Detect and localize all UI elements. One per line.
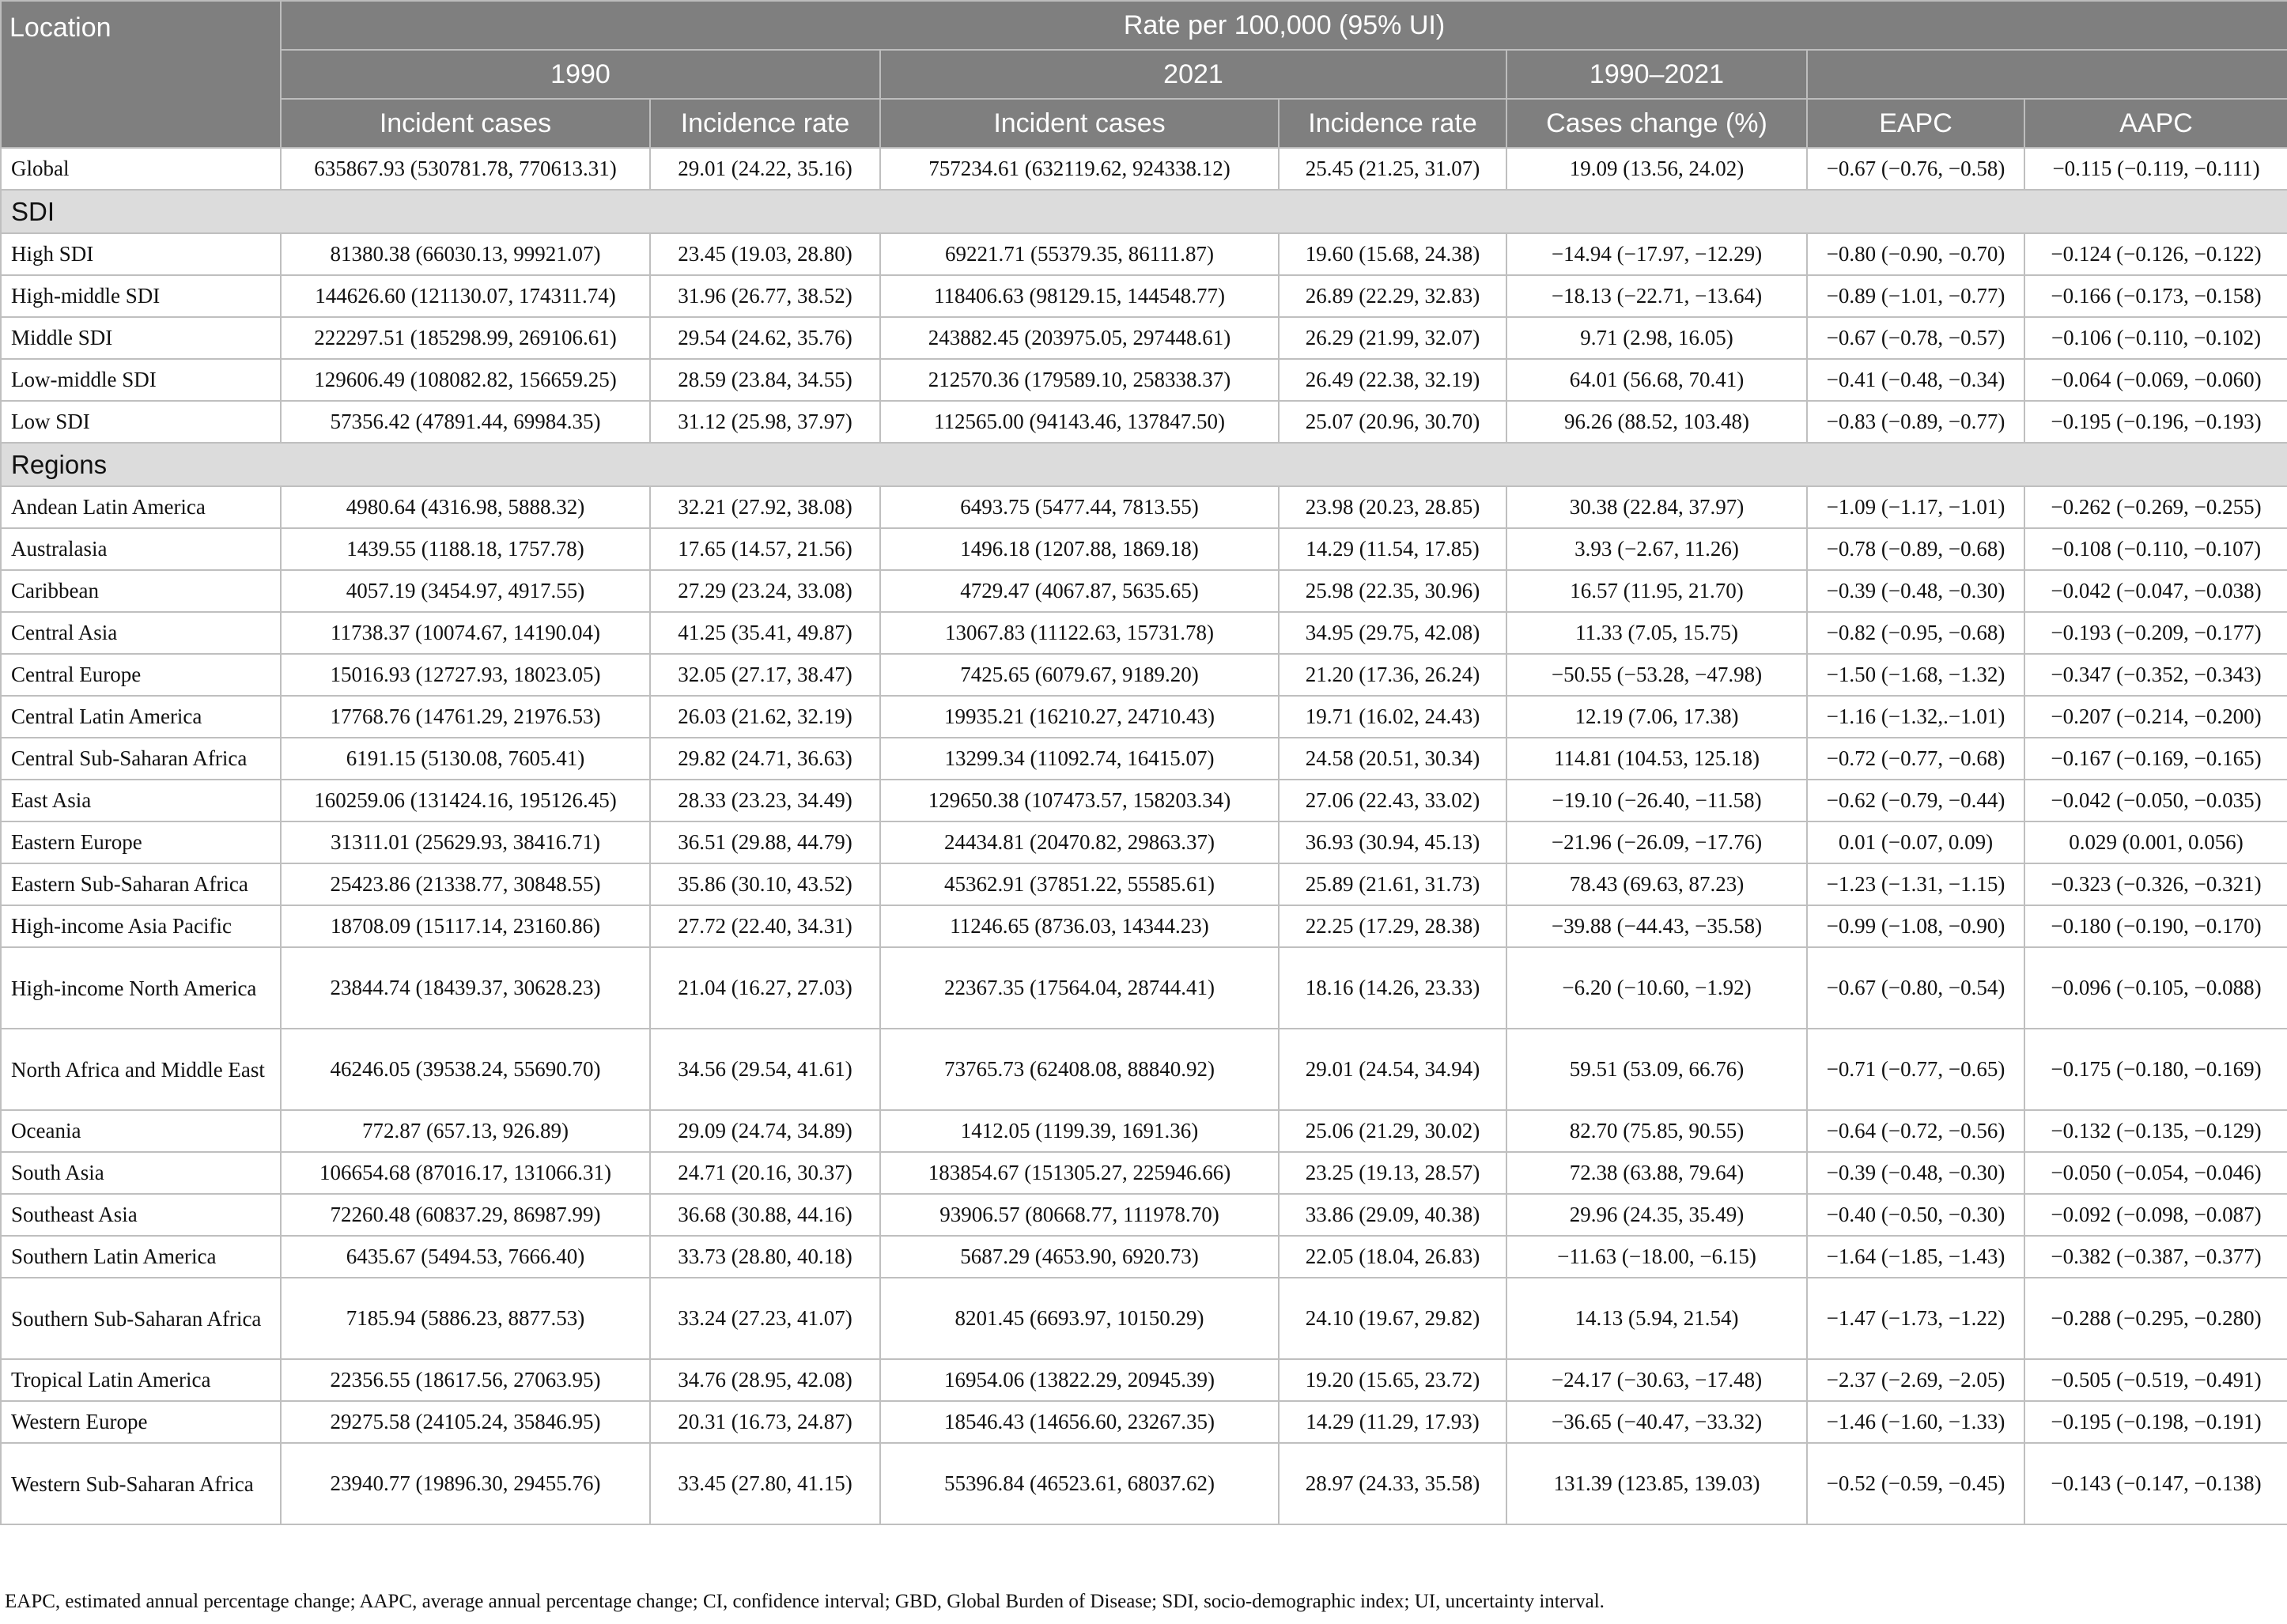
row-value-cell: 23940.77 (19896.30, 29455.76) bbox=[281, 1443, 650, 1524]
row-value-cell: 21.20 (17.36, 26.24) bbox=[1279, 654, 1506, 696]
row-value-cell: 222297.51 (185298.99, 269106.61) bbox=[281, 317, 650, 359]
row-value-cell: −0.52 (−0.59, −0.45) bbox=[1807, 1443, 2024, 1524]
row-location-cell: Andean Latin America bbox=[1, 486, 281, 528]
table-row bbox=[1, 233, 2287, 275]
row-value-cell: 22356.55 (18617.56, 27063.95) bbox=[281, 1359, 650, 1401]
row-value-cell: 36.93 (30.94, 45.13) bbox=[1279, 821, 1506, 863]
row-value-cell: 25.45 (21.25, 31.07) bbox=[1279, 148, 1506, 190]
row-value-cell: 32.21 (27.92, 38.08) bbox=[650, 486, 880, 528]
row-value-cell: 93906.57 (80668.77, 111978.70) bbox=[880, 1194, 1279, 1236]
row-location-cell: High SDI bbox=[1, 233, 281, 275]
row-value-cell: 34.95 (29.75, 42.08) bbox=[1279, 612, 1506, 654]
row-value-cell: 243882.45 (203975.05, 297448.61) bbox=[880, 317, 1279, 359]
row-value-cell: −36.65 (−40.47, −33.32) bbox=[1506, 1401, 1807, 1443]
row-value-cell: −0.72 (−0.77, −0.68) bbox=[1807, 738, 2024, 780]
row-value-cell: 59.51 (53.09, 66.76) bbox=[1506, 1029, 1807, 1110]
row-location-cell: East Asia bbox=[1, 780, 281, 821]
table-row bbox=[1, 1359, 2287, 1401]
row-value-cell: −0.78 (−0.89, −0.68) bbox=[1807, 528, 2024, 570]
row-value-cell: 19935.21 (16210.27, 24710.43) bbox=[880, 696, 1279, 738]
row-value-cell: 33.24 (27.23, 41.07) bbox=[650, 1278, 880, 1359]
row-value-cell: 36.68 (30.88, 44.16) bbox=[650, 1194, 880, 1236]
table-row bbox=[1, 359, 2287, 401]
table-row bbox=[1, 863, 2287, 905]
table-footnote: EAPC, estimated annual percentage change; AAPC, average annual percentage change; CI, confidence interval; GBD, Global Burden of Disease; SDI, socio-demographic index; UI, uncertainty interval. bbox=[5, 1591, 1605, 1612]
row-value-cell: 15016.93 (12727.93, 18023.05) bbox=[281, 654, 650, 696]
row-value-cell: −0.042 (−0.047, −0.038) bbox=[2024, 570, 2287, 612]
table-row bbox=[1, 275, 2287, 317]
row-value-cell: 129606.49 (108082.82, 156659.25) bbox=[281, 359, 650, 401]
row-value-cell: 131.39 (123.85, 139.03) bbox=[1506, 1443, 1807, 1524]
row-value-cell: −0.042 (−0.050, −0.035) bbox=[2024, 780, 2287, 821]
row-value-cell: 11738.37 (10074.67, 14190.04) bbox=[281, 612, 650, 654]
row-value-cell: −0.050 (−0.054, −0.046) bbox=[2024, 1152, 2287, 1194]
section-sdi bbox=[1, 190, 2287, 233]
row-value-cell: 129650.38 (107473.57, 158203.34) bbox=[880, 780, 1279, 821]
row-location-cell: Eastern Europe bbox=[1, 821, 281, 863]
table-body bbox=[1, 148, 2287, 1524]
row-value-cell: 14.13 (5.94, 21.54) bbox=[1506, 1278, 1807, 1359]
table-row bbox=[1, 654, 2287, 696]
row-value-cell: 72260.48 (60837.29, 86987.99) bbox=[281, 1194, 650, 1236]
row-value-cell: 29.96 (24.35, 35.49) bbox=[1506, 1194, 1807, 1236]
row-value-cell: 41.25 (35.41, 49.87) bbox=[650, 612, 880, 654]
table-row bbox=[1, 780, 2287, 821]
row-value-cell: 4057.19 (3454.97, 4917.55) bbox=[281, 570, 650, 612]
header-location: Location bbox=[1, 1, 281, 148]
row-value-cell: 1412.05 (1199.39, 1691.36) bbox=[880, 1110, 1279, 1152]
header-year-2021: 2021 bbox=[880, 50, 1506, 99]
row-value-cell: 757234.61 (632119.62, 924338.12) bbox=[880, 148, 1279, 190]
row-value-cell: 28.59 (23.84, 34.55) bbox=[650, 359, 880, 401]
row-value-cell: −1.50 (−1.68, −1.32) bbox=[1807, 654, 2024, 696]
row-location-cell: Southern Sub-Saharan Africa bbox=[1, 1278, 281, 1359]
row-location-cell: Central Asia bbox=[1, 612, 281, 654]
row-value-cell: −1.64 (−1.85, −1.43) bbox=[1807, 1236, 2024, 1278]
row-value-cell: −0.323 (−0.326, −0.321) bbox=[2024, 863, 2287, 905]
row-value-cell: −1.47 (−1.73, −1.22) bbox=[1807, 1278, 2024, 1359]
table-row bbox=[1, 696, 2287, 738]
header-incident-cases-2021: Incident cases bbox=[880, 99, 1279, 148]
row-value-cell: 31311.01 (25629.93, 38416.71) bbox=[281, 821, 650, 863]
row-value-cell: 22.25 (17.29, 28.38) bbox=[1279, 905, 1506, 947]
row-value-cell: −1.16 (−1.32,.−1.01) bbox=[1807, 696, 2024, 738]
section-sdi-label: SDI bbox=[1, 190, 2287, 233]
row-value-cell: 29.01 (24.22, 35.16) bbox=[650, 148, 880, 190]
row-value-cell: 33.86 (29.09, 40.38) bbox=[1279, 1194, 1506, 1236]
row-value-cell: 96.26 (88.52, 103.48) bbox=[1506, 401, 1807, 443]
table-row bbox=[1, 1401, 2287, 1443]
row-value-cell: 11246.65 (8736.03, 14344.23) bbox=[880, 905, 1279, 947]
header-incidence-rate-1990: Incidence rate bbox=[650, 99, 880, 148]
header-aapc: AAPC bbox=[2024, 99, 2287, 148]
row-location-cell: Central Sub-Saharan Africa bbox=[1, 738, 281, 780]
row-value-cell: −1.09 (−1.17, −1.01) bbox=[1807, 486, 2024, 528]
row-value-cell: 106654.68 (87016.17, 131066.31) bbox=[281, 1152, 650, 1194]
row-value-cell: 24.10 (19.67, 29.82) bbox=[1279, 1278, 1506, 1359]
row-value-cell: 18.16 (14.26, 23.33) bbox=[1279, 947, 1506, 1029]
row-value-cell: −11.63 (−18.00, −6.15) bbox=[1506, 1236, 1807, 1278]
row-value-cell: −0.132 (−0.135, −0.129) bbox=[2024, 1110, 2287, 1152]
row-value-cell: 19.60 (15.68, 24.38) bbox=[1279, 233, 1506, 275]
row-value-cell: 5687.29 (4653.90, 6920.73) bbox=[880, 1236, 1279, 1278]
row-value-cell: 24434.81 (20470.82, 29863.37) bbox=[880, 821, 1279, 863]
row-value-cell: −0.175 (−0.180, −0.169) bbox=[2024, 1029, 2287, 1110]
row-value-cell: 18546.43 (14656.60, 23267.35) bbox=[880, 1401, 1279, 1443]
row-value-cell: 29275.58 (24105.24, 35846.95) bbox=[281, 1401, 650, 1443]
row-value-cell: 112565.00 (94143.46, 137847.50) bbox=[880, 401, 1279, 443]
row-value-cell: −0.106 (−0.110, −0.102) bbox=[2024, 317, 2287, 359]
row-value-cell: 69221.71 (55379.35, 86111.87) bbox=[880, 233, 1279, 275]
row-value-cell: 29.54 (24.62, 35.76) bbox=[650, 317, 880, 359]
row-value-cell: 73765.73 (62408.08, 88840.92) bbox=[880, 1029, 1279, 1110]
row-value-cell: −0.143 (−0.147, −0.138) bbox=[2024, 1443, 2287, 1524]
row-value-cell: −0.40 (−0.50, −0.30) bbox=[1807, 1194, 2024, 1236]
row-value-cell: −0.347 (−0.352, −0.343) bbox=[2024, 654, 2287, 696]
row-value-cell: 7425.65 (6079.67, 9189.20) bbox=[880, 654, 1279, 696]
header-cases-change: Cases change (%) bbox=[1506, 99, 1807, 148]
row-value-cell: −2.37 (−2.69, −2.05) bbox=[1807, 1359, 2024, 1401]
row-value-cell: −0.505 (−0.519, −0.491) bbox=[2024, 1359, 2287, 1401]
row-value-cell: 17768.76 (14761.29, 21976.53) bbox=[281, 696, 650, 738]
row-value-cell: 1496.18 (1207.88, 1869.18) bbox=[880, 528, 1279, 570]
row-value-cell: 6435.67 (5494.53, 7666.40) bbox=[281, 1236, 650, 1278]
row-value-cell: 23.98 (20.23, 28.85) bbox=[1279, 486, 1506, 528]
row-value-cell: 635867.93 (530781.78, 770613.31) bbox=[281, 148, 650, 190]
row-value-cell: 26.89 (22.29, 32.83) bbox=[1279, 275, 1506, 317]
table-row bbox=[1, 1443, 2287, 1524]
row-value-cell: 20.31 (16.73, 24.87) bbox=[650, 1401, 880, 1443]
row-location-cell: High-income North America bbox=[1, 947, 281, 1029]
row-value-cell: 27.06 (22.43, 33.02) bbox=[1279, 780, 1506, 821]
row-value-cell: 9.71 (2.98, 16.05) bbox=[1506, 317, 1807, 359]
row-value-cell: 46246.05 (39538.24, 55690.70) bbox=[281, 1029, 650, 1110]
row-location-cell: Western Sub-Saharan Africa bbox=[1, 1443, 281, 1524]
row-value-cell: 6493.75 (5477.44, 7813.55) bbox=[880, 486, 1279, 528]
row-value-cell: 30.38 (22.84, 37.97) bbox=[1506, 486, 1807, 528]
row-value-cell: 118406.63 (98129.15, 144548.77) bbox=[880, 275, 1279, 317]
row-value-cell: −14.94 (−17.97, −12.29) bbox=[1506, 233, 1807, 275]
header-incident-cases-1990: Incident cases bbox=[281, 99, 650, 148]
row-value-cell: −18.13 (−22.71, −13.64) bbox=[1506, 275, 1807, 317]
row-location-cell: High-middle SDI bbox=[1, 275, 281, 317]
row-value-cell: 26.29 (21.99, 32.07) bbox=[1279, 317, 1506, 359]
row-value-cell: −0.207 (−0.214, −0.200) bbox=[2024, 696, 2287, 738]
row-location-cell: High-income Asia Pacific bbox=[1, 905, 281, 947]
row-value-cell: 55396.84 (46523.61, 68037.62) bbox=[880, 1443, 1279, 1524]
row-value-cell: 27.72 (22.40, 34.31) bbox=[650, 905, 880, 947]
row-location-cell: Central Europe bbox=[1, 654, 281, 696]
row-value-cell: −0.262 (−0.269, −0.255) bbox=[2024, 486, 2287, 528]
row-value-cell: 12.19 (7.06, 17.38) bbox=[1506, 696, 1807, 738]
row-value-cell: 19.20 (15.65, 23.72) bbox=[1279, 1359, 1506, 1401]
table-row bbox=[1, 738, 2287, 780]
table-row bbox=[1, 570, 2287, 612]
row-value-cell: 13299.34 (11092.74, 16415.07) bbox=[880, 738, 1279, 780]
row-value-cell: 17.65 (14.57, 21.56) bbox=[650, 528, 880, 570]
row-value-cell: 25.89 (21.61, 31.73) bbox=[1279, 863, 1506, 905]
header-blank bbox=[1807, 50, 2287, 99]
row-value-cell: 28.33 (23.23, 34.49) bbox=[650, 780, 880, 821]
row-value-cell: −0.62 (−0.79, −0.44) bbox=[1807, 780, 2024, 821]
row-value-cell: −0.096 (−0.105, −0.088) bbox=[2024, 947, 2287, 1029]
row-value-cell: 35.86 (30.10, 43.52) bbox=[650, 863, 880, 905]
row-value-cell: −0.195 (−0.196, −0.193) bbox=[2024, 401, 2287, 443]
row-location-cell: Tropical Latin America bbox=[1, 1359, 281, 1401]
row-value-cell: −0.180 (−0.190, −0.170) bbox=[2024, 905, 2287, 947]
row-value-cell: −0.39 (−0.48, −0.30) bbox=[1807, 570, 2024, 612]
row-value-cell: 22367.35 (17564.04, 28744.41) bbox=[880, 947, 1279, 1029]
row-location-cell: Oceania bbox=[1, 1110, 281, 1152]
row-value-cell: 28.97 (24.33, 35.58) bbox=[1279, 1443, 1506, 1524]
row-value-cell: 25423.86 (21338.77, 30848.55) bbox=[281, 863, 650, 905]
row-value-cell: 114.81 (104.53, 125.18) bbox=[1506, 738, 1807, 780]
row-value-cell: −0.89 (−1.01, −0.77) bbox=[1807, 275, 2024, 317]
row-value-cell: −0.80 (−0.90, −0.70) bbox=[1807, 233, 2024, 275]
row-value-cell: −0.195 (−0.198, −0.191) bbox=[2024, 1401, 2287, 1443]
row-value-cell: −19.10 (−26.40, −11.58) bbox=[1506, 780, 1807, 821]
row-value-cell: 34.76 (28.95, 42.08) bbox=[650, 1359, 880, 1401]
row-value-cell: 24.71 (20.16, 30.37) bbox=[650, 1152, 880, 1194]
row-value-cell: 160259.06 (131424.16, 195126.45) bbox=[281, 780, 650, 821]
row-value-cell: −0.67 (−0.80, −0.54) bbox=[1807, 947, 2024, 1029]
row-value-cell: −0.167 (−0.169, −0.165) bbox=[2024, 738, 2287, 780]
row-value-cell: −21.96 (−26.09, −17.76) bbox=[1506, 821, 1807, 863]
row-value-cell: 16.57 (11.95, 21.70) bbox=[1506, 570, 1807, 612]
row-value-cell: −0.83 (−0.89, −0.77) bbox=[1807, 401, 2024, 443]
row-value-cell: −0.99 (−1.08, −0.90) bbox=[1807, 905, 2024, 947]
table-row bbox=[1, 1152, 2287, 1194]
row-value-cell: −0.115 (−0.119, −0.111) bbox=[2024, 148, 2287, 190]
row-value-cell: −0.41 (−0.48, −0.34) bbox=[1807, 359, 2024, 401]
section-regions-label: Regions bbox=[1, 443, 2287, 486]
header-year-1990: 1990 bbox=[281, 50, 880, 99]
table-row bbox=[1, 1236, 2287, 1278]
row-value-cell: −0.82 (−0.95, −0.68) bbox=[1807, 612, 2024, 654]
row-value-cell: 82.70 (75.85, 90.55) bbox=[1506, 1110, 1807, 1152]
table-row bbox=[1, 317, 2287, 359]
row-location-cell: Middle SDI bbox=[1, 317, 281, 359]
row-location-cell: Western Europe bbox=[1, 1401, 281, 1443]
row-value-cell: 78.43 (69.63, 87.23) bbox=[1506, 863, 1807, 905]
row-value-cell: 7185.94 (5886.23, 8877.53) bbox=[281, 1278, 650, 1359]
row-location-cell: Low SDI bbox=[1, 401, 281, 443]
row-value-cell: 16954.06 (13822.29, 20945.39) bbox=[880, 1359, 1279, 1401]
row-value-cell: −50.55 (−53.28, −47.98) bbox=[1506, 654, 1807, 696]
table-row bbox=[1, 1278, 2287, 1359]
row-value-cell: 11.33 (7.05, 15.75) bbox=[1506, 612, 1807, 654]
table-row bbox=[1, 1110, 2287, 1152]
row-value-cell: 45362.91 (37851.22, 55585.61) bbox=[880, 863, 1279, 905]
row-value-cell: −0.124 (−0.126, −0.122) bbox=[2024, 233, 2287, 275]
row-value-cell: 33.45 (27.80, 41.15) bbox=[650, 1443, 880, 1524]
row-value-cell: −0.64 (−0.72, −0.56) bbox=[1807, 1110, 2024, 1152]
row-value-cell: 3.93 (−2.67, 11.26) bbox=[1506, 528, 1807, 570]
row-value-cell: 23.45 (19.03, 28.80) bbox=[650, 233, 880, 275]
header-year-range: 1990–2021 bbox=[1506, 50, 1807, 99]
row-value-cell: 25.07 (20.96, 30.70) bbox=[1279, 401, 1506, 443]
row-location-cell: Low-middle SDI bbox=[1, 359, 281, 401]
row-value-cell: −0.108 (−0.110, −0.107) bbox=[2024, 528, 2287, 570]
row-value-cell: 72.38 (63.88, 79.64) bbox=[1506, 1152, 1807, 1194]
row-value-cell: 4980.64 (4316.98, 5888.32) bbox=[281, 486, 650, 528]
row-value-cell: 23844.74 (18439.37, 30628.23) bbox=[281, 947, 650, 1029]
row-value-cell: −0.67 (−0.78, −0.57) bbox=[1807, 317, 2024, 359]
row-value-cell: −0.288 (−0.295, −0.280) bbox=[2024, 1278, 2287, 1359]
table-row bbox=[1, 148, 2287, 190]
row-value-cell: 34.56 (29.54, 41.61) bbox=[650, 1029, 880, 1110]
row-location-cell: Global bbox=[1, 148, 281, 190]
row-location-cell: Central Latin America bbox=[1, 696, 281, 738]
row-value-cell: 22.05 (18.04, 26.83) bbox=[1279, 1236, 1506, 1278]
row-value-cell: 33.73 (28.80, 40.18) bbox=[650, 1236, 880, 1278]
row-value-cell: −39.88 (−44.43, −35.58) bbox=[1506, 905, 1807, 947]
table-row bbox=[1, 401, 2287, 443]
row-value-cell: 31.12 (25.98, 37.97) bbox=[650, 401, 880, 443]
row-value-cell: 19.09 (13.56, 24.02) bbox=[1506, 148, 1807, 190]
row-value-cell: −0.67 (−0.76, −0.58) bbox=[1807, 148, 2024, 190]
row-value-cell: 8201.45 (6693.97, 10150.29) bbox=[880, 1278, 1279, 1359]
row-value-cell: −0.39 (−0.48, −0.30) bbox=[1807, 1152, 2024, 1194]
row-value-cell: −0.193 (−0.209, −0.177) bbox=[2024, 612, 2287, 654]
row-value-cell: 183854.67 (151305.27, 225946.66) bbox=[880, 1152, 1279, 1194]
row-value-cell: 64.01 (56.68, 70.41) bbox=[1506, 359, 1807, 401]
row-value-cell: 29.82 (24.71, 36.63) bbox=[650, 738, 880, 780]
row-location-cell: Southeast Asia bbox=[1, 1194, 281, 1236]
row-value-cell: 25.06 (21.29, 30.02) bbox=[1279, 1110, 1506, 1152]
row-value-cell: 26.03 (21.62, 32.19) bbox=[650, 696, 880, 738]
row-location-cell: Southern Latin America bbox=[1, 1236, 281, 1278]
row-location-cell: Eastern Sub-Saharan Africa bbox=[1, 863, 281, 905]
table-row bbox=[1, 821, 2287, 863]
row-value-cell: 81380.38 (66030.13, 99921.07) bbox=[281, 233, 650, 275]
table-row bbox=[1, 1194, 2287, 1236]
row-value-cell: 23.25 (19.13, 28.57) bbox=[1279, 1152, 1506, 1194]
table-row bbox=[1, 528, 2287, 570]
row-value-cell: 24.58 (20.51, 30.34) bbox=[1279, 738, 1506, 780]
header-eapc: EAPC bbox=[1807, 99, 2024, 148]
row-location-cell: Caribbean bbox=[1, 570, 281, 612]
table-row bbox=[1, 486, 2287, 528]
row-value-cell: 57356.42 (47891.44, 69984.35) bbox=[281, 401, 650, 443]
row-value-cell: −1.46 (−1.60, −1.33) bbox=[1807, 1401, 2024, 1443]
row-value-cell: 21.04 (16.27, 27.03) bbox=[650, 947, 880, 1029]
row-value-cell: 18708.09 (15117.14, 23160.86) bbox=[281, 905, 650, 947]
row-value-cell: −0.064 (−0.069, −0.060) bbox=[2024, 359, 2287, 401]
row-value-cell: 27.29 (23.24, 33.08) bbox=[650, 570, 880, 612]
row-value-cell: −24.17 (−30.63, −17.48) bbox=[1506, 1359, 1807, 1401]
header-incidence-rate-2021: Incidence rate bbox=[1279, 99, 1506, 148]
row-value-cell: 32.05 (27.17, 38.47) bbox=[650, 654, 880, 696]
row-value-cell: −0.71 (−0.77, −0.65) bbox=[1807, 1029, 2024, 1110]
row-value-cell: 6191.15 (5130.08, 7605.41) bbox=[281, 738, 650, 780]
row-value-cell: 29.09 (24.74, 34.89) bbox=[650, 1110, 880, 1152]
section-regions bbox=[1, 443, 2287, 486]
row-value-cell: −0.382 (−0.387, −0.377) bbox=[2024, 1236, 2287, 1278]
row-location-cell: North Africa and Middle East bbox=[1, 1029, 281, 1110]
table-header bbox=[1, 1, 2287, 148]
row-location-cell: South Asia bbox=[1, 1152, 281, 1194]
row-value-cell: −1.23 (−1.31, −1.15) bbox=[1807, 863, 2024, 905]
row-value-cell: −0.166 (−0.173, −0.158) bbox=[2024, 275, 2287, 317]
row-value-cell: 4729.47 (4067.87, 5635.65) bbox=[880, 570, 1279, 612]
row-value-cell: 0.029 (0.001, 0.056) bbox=[2024, 821, 2287, 863]
table-row bbox=[1, 947, 2287, 1029]
row-value-cell: −6.20 (−10.60, −1.92) bbox=[1506, 947, 1807, 1029]
row-value-cell: 14.29 (11.54, 17.85) bbox=[1279, 528, 1506, 570]
row-value-cell: 31.96 (26.77, 38.52) bbox=[650, 275, 880, 317]
row-value-cell: 212570.36 (179589.10, 258338.37) bbox=[880, 359, 1279, 401]
row-value-cell: 772.87 (657.13, 926.89) bbox=[281, 1110, 650, 1152]
row-value-cell: 144626.60 (121130.07, 174311.74) bbox=[281, 275, 650, 317]
row-value-cell: 1439.55 (1188.18, 1757.78) bbox=[281, 528, 650, 570]
row-value-cell: 13067.83 (11122.63, 15731.78) bbox=[880, 612, 1279, 654]
row-value-cell: 19.71 (16.02, 24.43) bbox=[1279, 696, 1506, 738]
row-value-cell: 29.01 (24.54, 34.94) bbox=[1279, 1029, 1506, 1110]
row-location-cell: Australasia bbox=[1, 528, 281, 570]
row-value-cell: 0.01 (−0.07, 0.09) bbox=[1807, 821, 2024, 863]
table-row bbox=[1, 905, 2287, 947]
row-value-cell: 25.98 (22.35, 30.96) bbox=[1279, 570, 1506, 612]
row-value-cell: −0.092 (−0.098, −0.087) bbox=[2024, 1194, 2287, 1236]
header-rate-span: Rate per 100,000 (95% UI) bbox=[281, 1, 2287, 50]
row-value-cell: 14.29 (11.29, 17.93) bbox=[1279, 1401, 1506, 1443]
row-value-cell: 26.49 (22.38, 32.19) bbox=[1279, 359, 1506, 401]
table-row bbox=[1, 1029, 2287, 1110]
row-value-cell: 36.51 (29.88, 44.79) bbox=[650, 821, 880, 863]
table-row bbox=[1, 612, 2287, 654]
